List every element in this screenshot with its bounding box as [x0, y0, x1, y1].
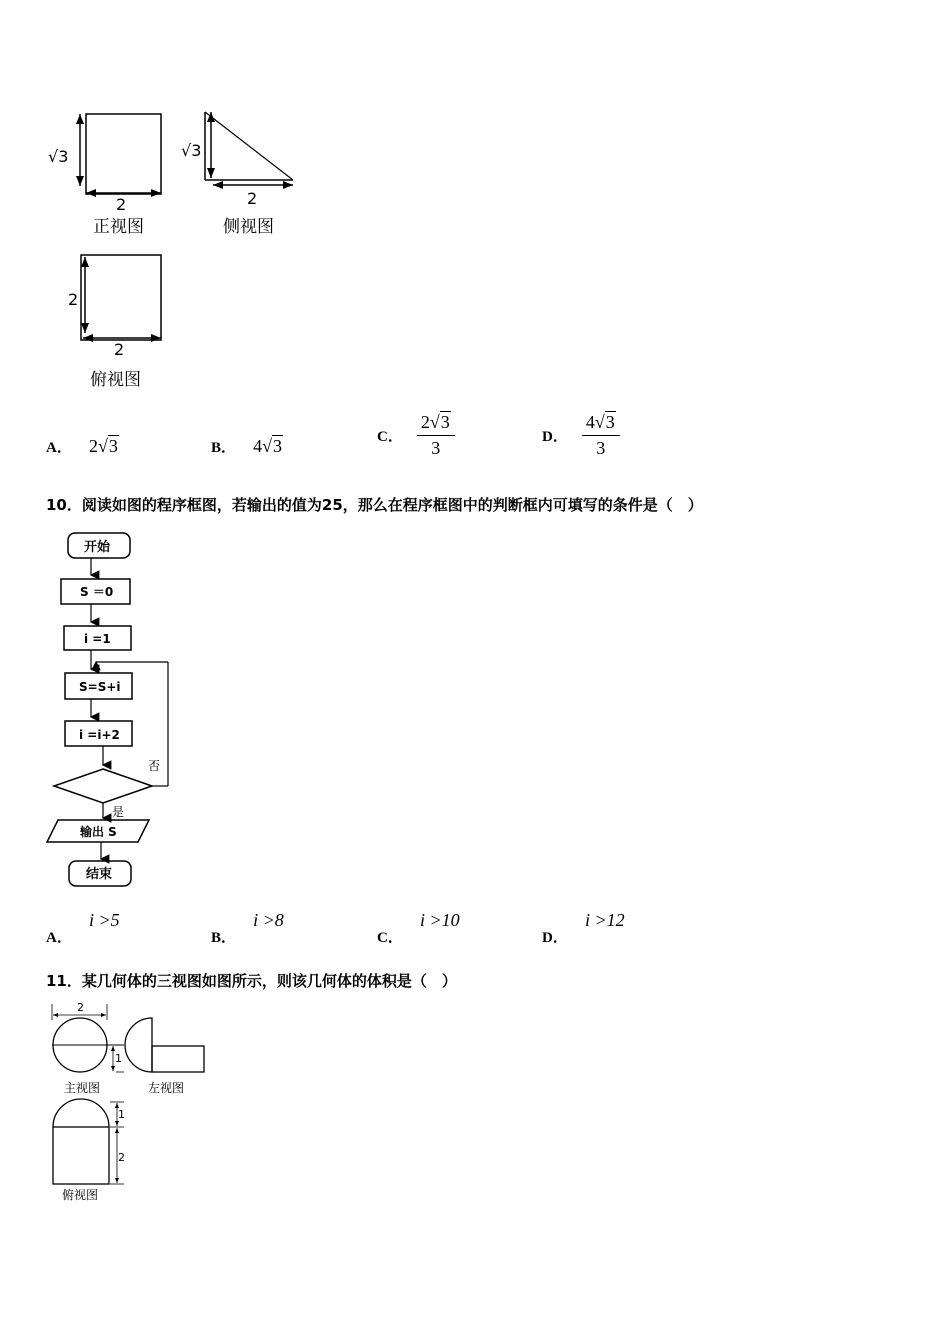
- flow-decision-diamond: [54, 769, 152, 803]
- flow-init-s-label: S ＝0: [80, 585, 114, 599]
- q9-side-caption: 侧视图: [223, 217, 274, 237]
- flow-update-s-label: S=S+i: [79, 680, 121, 694]
- q10-flowchart: [44, 528, 184, 893]
- q9-front-height-label: √3: [48, 147, 69, 166]
- flow-update-i-label: i =i+2: [79, 728, 120, 742]
- q11-front-width-label: 2: [77, 1001, 84, 1014]
- q9-option-b-letter: B．: [211, 440, 237, 456]
- q9-option-b-value: 4√3: [253, 436, 282, 456]
- q9-option-d[interactable]: [542, 412, 620, 459]
- q9-top-height-label: 2: [68, 290, 79, 309]
- q10-option-c[interactable]: [377, 910, 460, 946]
- flow-init-i-label: i =1: [84, 632, 111, 646]
- flow-output-label: 输出 S: [80, 825, 117, 839]
- q9-option-a[interactable]: [46, 436, 119, 457]
- q9-option-c-value: $\frac{2√3}{3}$: [417, 412, 455, 459]
- q11-front-caption: 主视图: [64, 1081, 101, 1095]
- q9-front-view: [40, 100, 180, 240]
- q11-top-label-2: 2: [118, 1151, 125, 1164]
- q9-option-a-letter: A．: [46, 440, 72, 456]
- q10-option-c-value: i >10: [419, 910, 460, 930]
- q11-top-label-1: 1: [118, 1108, 125, 1121]
- q10-option-d-letter: D．: [542, 930, 568, 946]
- q10-question: 10．阅读如图的程序框图，若输出的值为25，那么在程序框图中的判断框内可填写的条件是（ ）: [46, 496, 703, 514]
- q10-option-a[interactable]: [46, 910, 120, 946]
- q11-top-caption: 俯视图: [62, 1188, 99, 1202]
- q9-option-c[interactable]: [377, 412, 455, 459]
- q9-option-d-value: $\frac{4√3}{3}$: [582, 412, 620, 459]
- q10-option-b[interactable]: [211, 910, 284, 946]
- flow-start-label: 开始: [84, 540, 111, 555]
- q11-left-caption: 左视图: [148, 1081, 185, 1095]
- q10-option-a-letter: A．: [46, 930, 72, 946]
- flow-end-label: 结束: [86, 867, 113, 882]
- q10-option-a-value: i >5: [88, 910, 120, 930]
- q9-top-width-label: 2: [114, 340, 125, 359]
- q9-option-b[interactable]: [211, 436, 283, 457]
- q11-three-views: [44, 998, 224, 1208]
- q9-top-caption: 俯视图: [90, 370, 141, 390]
- q9-side-height-label: √3: [181, 141, 202, 160]
- q9-front-width-label: 2: [116, 195, 127, 214]
- q11-front-height-label: 1: [115, 1052, 122, 1065]
- q10-option-d[interactable]: [542, 910, 625, 946]
- q9-front-caption: 正视图: [93, 217, 144, 237]
- q9-option-d-letter: D．: [542, 429, 568, 445]
- q9-top-view: [60, 245, 180, 395]
- q9-side-width-label: 2: [247, 189, 258, 208]
- q9-side-view: [175, 100, 305, 240]
- flow-yes-label: 是: [112, 805, 125, 819]
- flow-no-label: 否: [148, 759, 161, 773]
- q10-option-d-value: i >12: [584, 910, 625, 930]
- q10-option-b-letter: B．: [211, 930, 237, 946]
- q11-question: 11．某几何体的三视图如图所示，则该几何体的体积是（ ）: [46, 972, 457, 990]
- q10-option-b-value: i >8: [253, 910, 284, 930]
- q9-option-a-value: 2√3: [88, 436, 118, 456]
- q10-option-c-letter: C．: [377, 930, 403, 946]
- q9-option-c-letter: C．: [377, 429, 403, 445]
